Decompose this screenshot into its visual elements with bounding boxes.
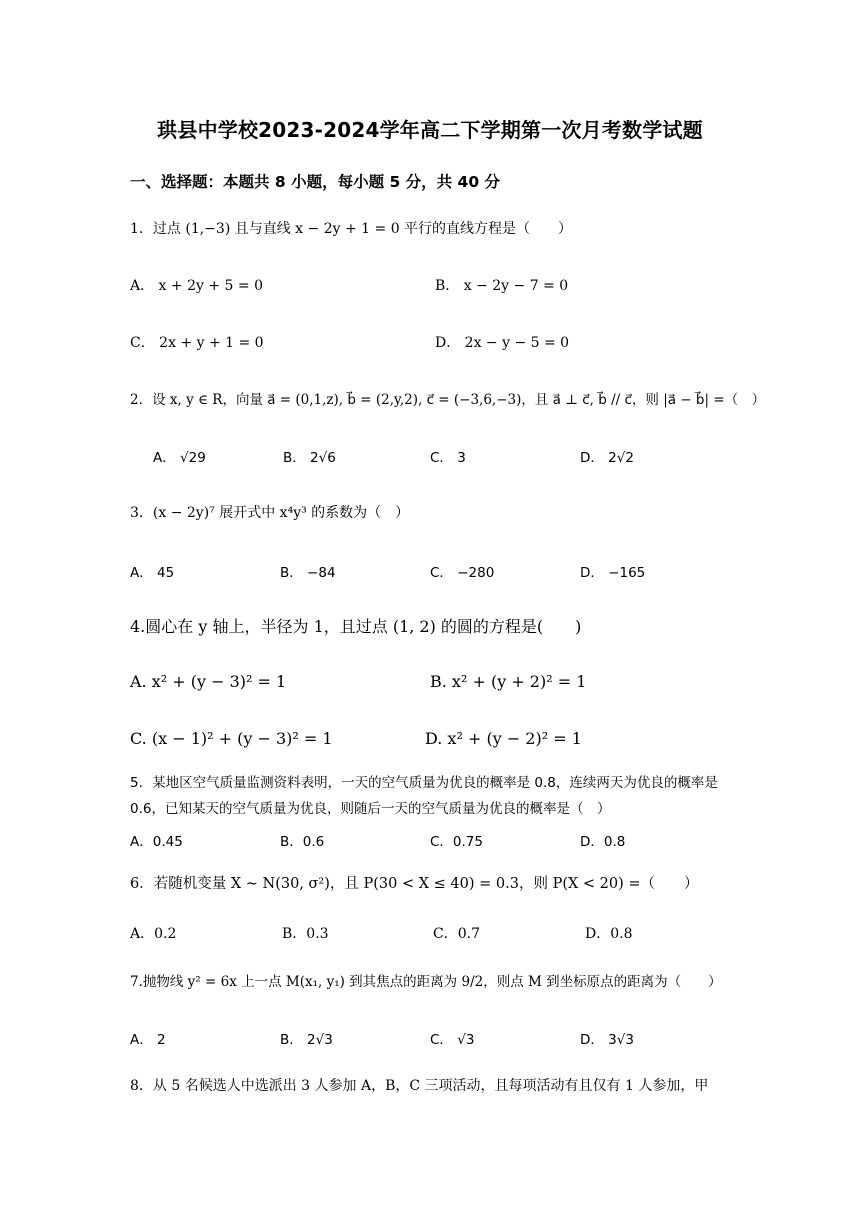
q1-option-d: D． 2x − y − 5 = 0 [435, 335, 570, 351]
q2-option-a: A． √29 [153, 450, 206, 466]
q5-option-b: B．0.6 [280, 834, 325, 850]
q3-option-c: C． −280 [430, 565, 495, 581]
q2-option-d: D． 2√2 [580, 450, 634, 466]
q5-option-d: D．0.8 [580, 834, 626, 850]
q3-option-d: D． −165 [580, 565, 646, 581]
q4-option-b: B. x² + (y + 2)² = 1 [430, 672, 587, 691]
exam-title: 珙县中学校2023-2024学年高二下学期第一次月考数学试题 [157, 118, 703, 142]
q1-option-b: B． x − 2y − 7 = 0 [435, 278, 569, 294]
q6-option-a: A．0.2 [130, 926, 177, 942]
question-4-stem: 4.圆心在 y 轴上，半径为 1，且过点 (1, 2) 的圆的方程是( ) [130, 617, 582, 636]
q4-option-c: C. (x − 1)² + (y − 3)² = 1 [130, 729, 333, 748]
q1-option-a: A． x + 2y + 5 = 0 [130, 278, 263, 294]
q3-option-a: A． 45 [130, 565, 175, 581]
question-3-stem: 3．(x − 2y)⁷ 展开式中 x⁴y³ 的系数为（ ） [130, 505, 410, 521]
q5-option-c: C．0.75 [430, 834, 483, 850]
q5-option-a: A．0.45 [130, 834, 183, 850]
q7-option-d: D． 3√3 [580, 1032, 634, 1048]
q4-option-d: D. x² + (y − 2)² = 1 [425, 729, 582, 748]
question-1-stem: 1．过点 (1,−3) 且与直线 x − 2y + 1 = 0 平行的直线方程是（ ） [130, 221, 573, 237]
question-8-stem: 8．从 5 名候选人中选派出 3 人参加 A，B，C 三项活动，且每项活动有且仅有 1 人参加，甲 [130, 1078, 709, 1094]
q2-option-b: B． 2√6 [283, 450, 336, 466]
question-2-stem: 2．设 x, y ∈ R，向量 a⃗ = (0,1,z), b⃗ = (2,y,2), c⃗ = (−3,6,−3)，且 a⃗ ⊥ c⃗, b⃗ // c⃗，则 |a⃗ − b⃗| =（ ） [130, 392, 766, 408]
q7-option-a: A． 2 [130, 1032, 166, 1048]
q1-option-c: C． 2x + y + 1 = 0 [130, 335, 264, 351]
q6-option-b: B．0.3 [282, 926, 329, 942]
question-7-stem: 7.抛物线 y² = 6x 上一点 M(x₁, y₁) 到其焦点的距离为 9/2，则点 M 到坐标原点的距离为（ ） [130, 974, 722, 990]
q7-option-c: C． √3 [430, 1032, 475, 1048]
q2-option-c: C． 3 [430, 450, 466, 466]
q6-option-c: C．0.7 [433, 926, 480, 942]
q6-option-d: D．0.8 [585, 926, 633, 942]
q3-option-b: B． −84 [280, 565, 336, 581]
q4-option-a: A. x² + (y − 3)² = 1 [130, 672, 287, 691]
question-5-stem: 5．某地区空气质量监测资料表明，一天的空气质量为优良的概率是 0.8，连续两天为优良的概率是 0.6，已知某天的空气质量为优良，则随后一天的空气质量为优良的概率是（ ） [130, 775, 718, 817]
q7-option-b: B． 2√3 [280, 1032, 333, 1048]
question-6-stem: 6．若随机变量 X ~ N(30, σ²)，且 P(30 < X ≤ 40) = 0.3，则 P(X < 20) =（ ） [130, 876, 699, 892]
section-heading: 一、选择题：本题共 8 小题，每小题 5 分，共 40 分 [130, 173, 501, 191]
